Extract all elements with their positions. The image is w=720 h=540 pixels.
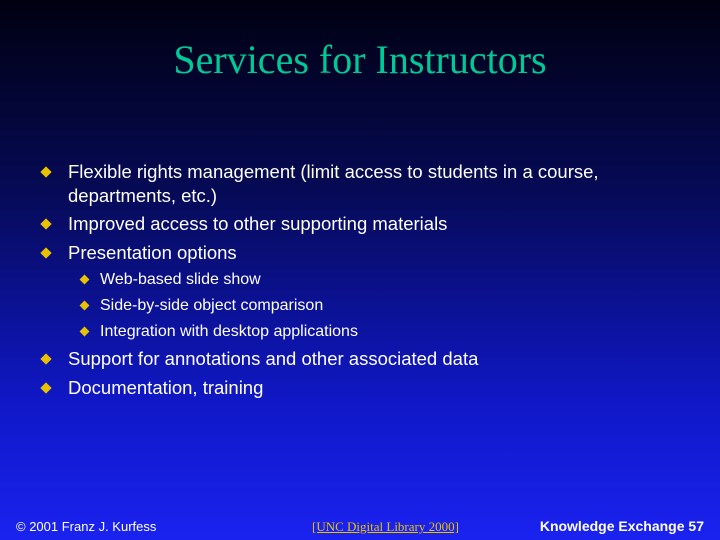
bullet-text: Flexible rights management (limit access to students in a course, departments, etc.) <box>68 161 599 206</box>
page-number: 57 <box>688 518 704 534</box>
bullet-item <box>40 347 478 371</box>
diamond-icon <box>80 327 90 337</box>
diamond-icon <box>40 166 51 177</box>
bullet-item <box>40 160 660 208</box>
diamond-icon <box>40 247 51 258</box>
event-name: Knowledge Exchange <box>539 518 685 534</box>
sub-bullet-text: Integration with desktop applications <box>100 323 358 340</box>
diamond-icon <box>40 353 51 364</box>
bullet-text: Support for annotations and other associated data <box>68 348 479 369</box>
copyright-text: © 2001 Franz J. Kurfess <box>16 519 157 534</box>
footer-event <box>540 518 704 534</box>
bullet-text: Documentation, training <box>68 377 264 398</box>
diamond-icon <box>80 301 90 311</box>
diamond-icon <box>80 275 90 285</box>
sub-bullet-item <box>79 322 358 342</box>
bullet-item <box>40 212 447 236</box>
sub-bullet-text: Web-based slide show <box>100 271 261 288</box>
slide-title: Services for Instructors <box>173 37 547 82</box>
bullet-item <box>40 241 237 265</box>
diamond-icon <box>40 382 51 393</box>
sub-bullet-item <box>79 270 261 290</box>
citation-link[interactable]: [UNC Digital Library 2000] <box>312 519 459 534</box>
sub-bullet-text: Side-by-side object comparison <box>100 297 324 314</box>
sub-bullet-item <box>79 296 323 316</box>
bullet-item <box>40 376 263 400</box>
diamond-icon <box>40 218 51 229</box>
bullet-text: Improved access to other supporting materials <box>68 213 448 234</box>
bullet-text: Presentation options <box>68 242 237 263</box>
